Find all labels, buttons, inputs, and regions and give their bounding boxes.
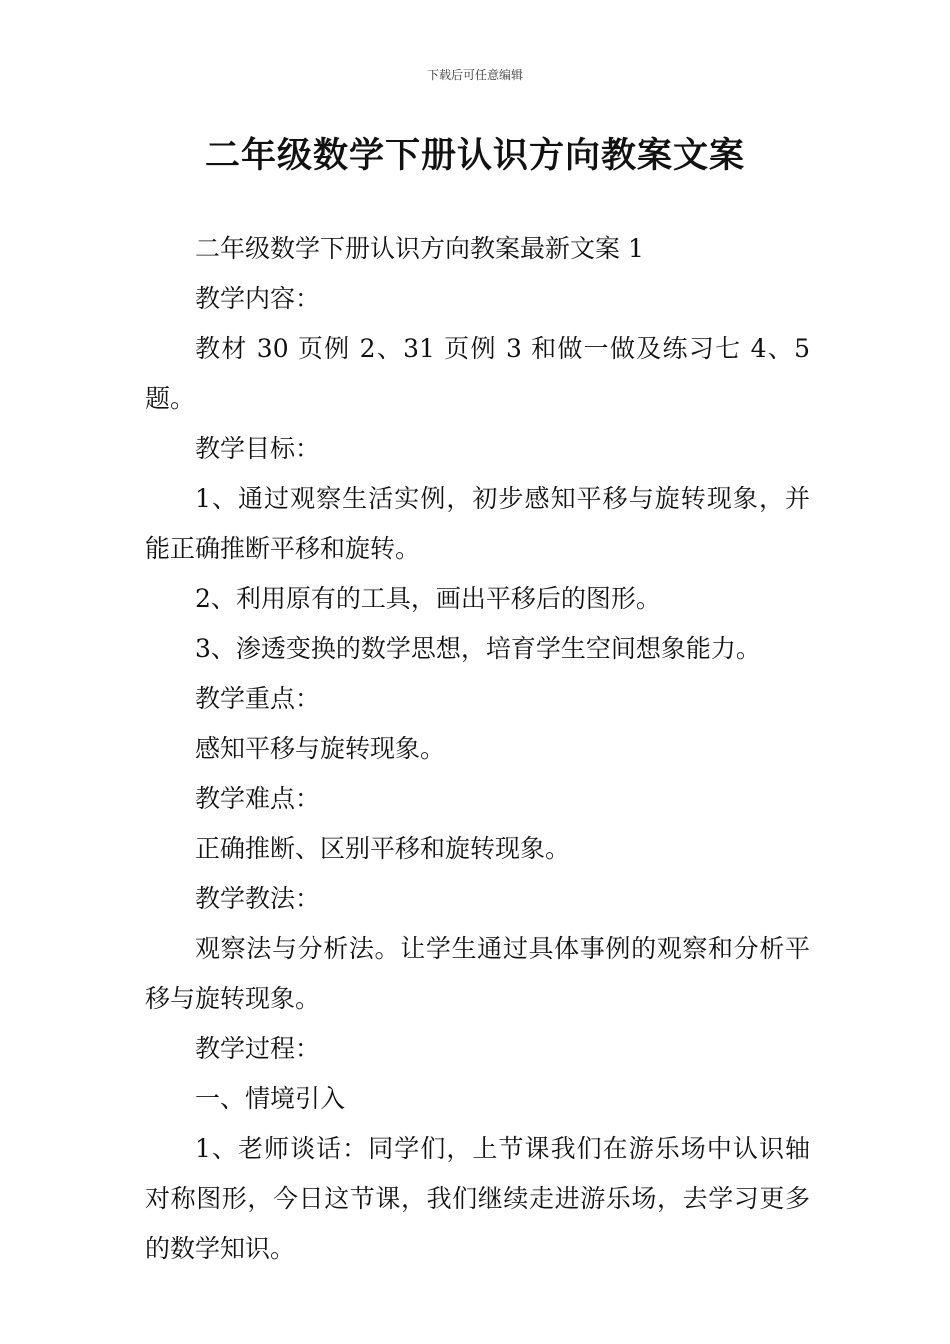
document-body: [145, 224, 810, 1274]
process-step-heading: 一、情境引入: [195, 1084, 346, 1113]
process-step-text: 1、老师谈话：同学们，上节课我们在游乐场中认识轴对称图形，今日这节课，我们继续走进游乐场，去学习更多的数学知识。: [145, 1134, 810, 1263]
key-points-label: 教学重点：: [195, 684, 321, 713]
teaching-methods-text: 观察法与分析法。让学生通过具体事例的观察和分析平移与旋转现象。: [145, 934, 810, 1013]
teaching-content-label: 教学内容：: [195, 284, 321, 313]
teaching-process-label: 教学过程：: [195, 1034, 321, 1063]
teaching-content-text: 教材 30 页例 2、31 页例 3 和做一做及练习七 4、5 题。: [145, 334, 810, 413]
teaching-methods-label: 教学教法：: [195, 884, 321, 913]
goal-item-1: 1、通过观察生活实例，初步感知平移与旋转现象，并能正确推断平移和旋转。: [145, 484, 810, 563]
section-heading: 二年级数学下册认识方向教案最新文案 1: [195, 234, 644, 263]
key-points-text: 感知平移与旋转现象。: [195, 734, 446, 763]
teaching-goals-label: 教学目标：: [195, 434, 321, 463]
goal-item-2: 2、利用原有的工具，画出平移后的图形。: [195, 584, 661, 613]
goal-item-3: 3、渗透变换的数学思想，培育学生空间想象能力。: [195, 634, 761, 663]
header-note: 下载后可任意编辑: [426, 68, 523, 82]
document-title: 二年级数学下册认识方向教案文案: [204, 135, 745, 176]
difficult-points-label: 教学难点：: [195, 784, 321, 813]
difficult-points-text: 正确推断、区别平移和旋转现象。: [195, 834, 571, 863]
